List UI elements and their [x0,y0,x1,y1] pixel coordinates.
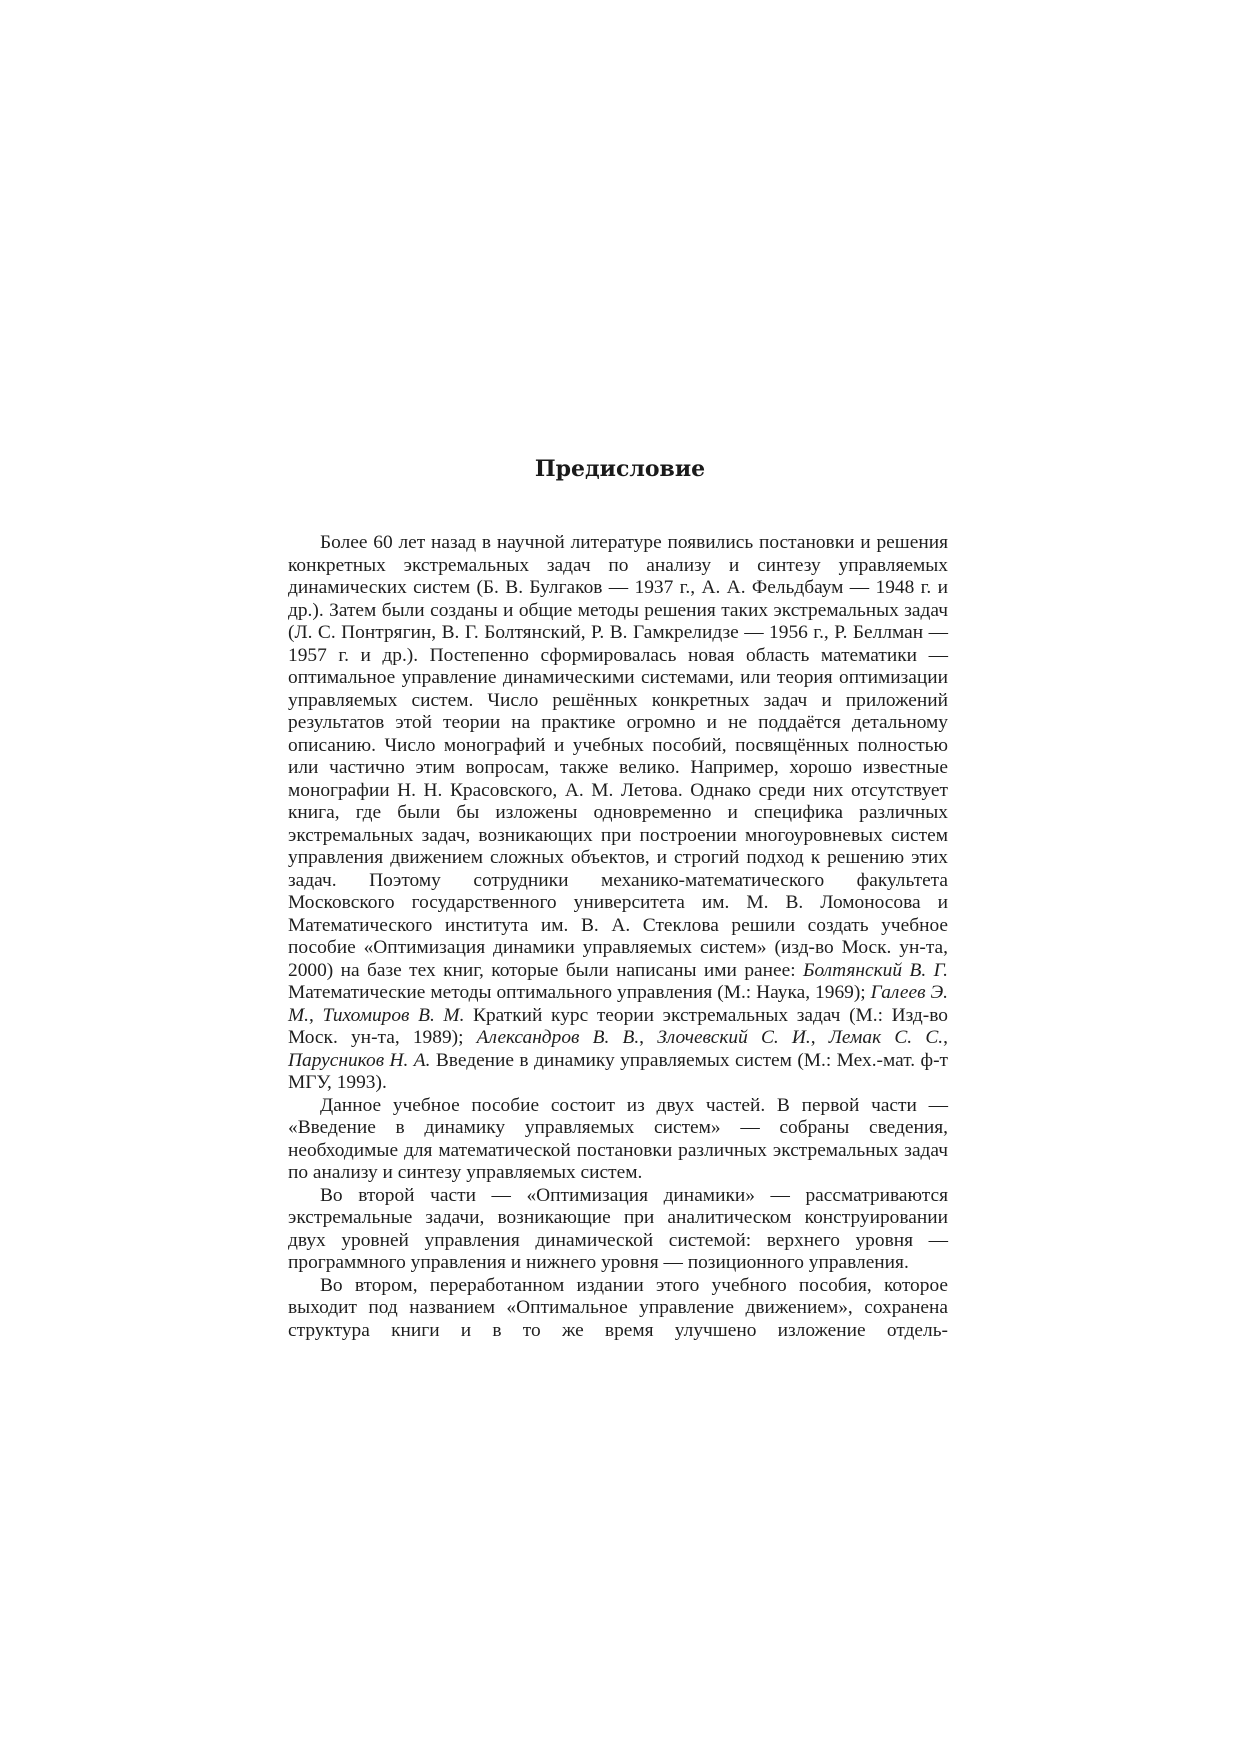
text-run: Краткий курс теории экстремальных задач (М.: Изд-во Моск. ун-та, 1989); [288,1004,948,1048]
text-run: Введение в динамику управляемых систем (М.: Мех.-мат. ф-т МГУ, 1993). [288,1049,948,1093]
text-run: , [943,1027,948,1048]
author-name: Тихомиров В. М. [322,1004,465,1026]
preface-body [288,532,948,1342]
paragraph [288,1185,948,1275]
author-name: Лемак С. С. [828,1027,944,1048]
text-run: , [309,1004,323,1026]
paragraph [288,1095,948,1185]
text-run: Во второй части — «Оптимизация динамики» — рассматриваются экстремальные задачи, возникающие при аналитическом конструировании двух уровней управления динамической системой: верхнего уровня — программного управления и нижнего уровня — позиционного управления. [288,1184,948,1273]
paragraph [288,1275,948,1343]
page-title: Предисловие [534,456,706,482]
author-name: Злочевский С. И. [657,1027,811,1048]
text-run: Более 60 лет назад в научной литературе появились постановки и решения конкретных экстремальных задач по анализу и синтезу управляемых динамических систем (Б. В. Булгаков — 1937 г., А. А. Фельдбаум — 1948 г. и др.). Затем были созданы и общие методы решения таких экстремальных задач (Л. С. Понтрягин, В. Г. Болтянский, Р. В. Гамкрелидзе — 1956 г., Р. Беллман — 1957 г. и др.). Постепенно сформировалась новая область математики — оптимальное управление динамическими системами, или теория оптимизации управляемых систем. Число решённых конкретных задач и приложений результатов этой теории на практике огромно и не поддаётся детальному описанию. Число монографий и учебных пособий, посвящённых полностью или частично этим вопросам, также велико. Например, хорошо известные монографии Н. Н. Красовского, А. М. Летова. Однако среди них отсутствует книга, где были бы изложены одновременно и специфика различных экстремальных задач, возникающих при построении многоуровневых систем управления движением сложных объектов, и строгий подход к решению этих задач. Поэтому сотрудники механико-математического факультета Московского государственного университета им. М. В. Ломоносова и Математического института им. В. А. Стеклова решили создать учебное пособие «Оптимизация динамики управляемых систем» (изд-во Моск. ун-та, 2000) на базе тех книг, которые были написаны ими ранее: [288,532,948,981]
text-run: Во втором, переработанном издании этого учебного пособия, которое выходит под названием «Оптимальное управление движением», сохранена структура книги и в то же время улучшено изложение отдель- [288,1274,948,1341]
text-run: Математические методы оптимального управления (М.: Наука, 1969); [288,982,871,1003]
paragraph [288,532,948,1095]
text-run: , [639,1027,658,1048]
text-run: , [810,1027,829,1048]
author-name: Парусников Н. А. [288,1049,431,1071]
author-name: Болтянский В. Г. [803,959,948,981]
author-name: Галеев Э. М. [288,982,949,1026]
text-run: Данное учебное пособие состоит из двух частей. В первой части — «Введение в динамику управляемых систем» — собраны сведения, необходимые для математической постановки различных экстремальных задач по анализу и синтезу управляемых систем. [288,1094,948,1183]
author-name: Александров В. В. [476,1027,640,1048]
